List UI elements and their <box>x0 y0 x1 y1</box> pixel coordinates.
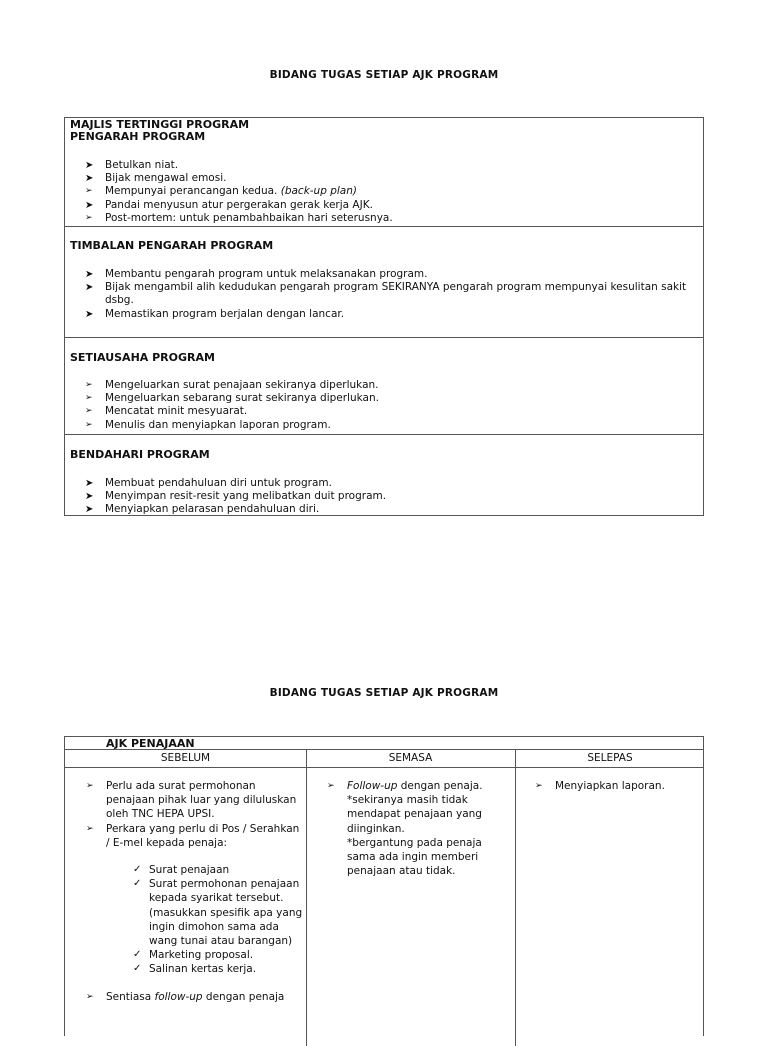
section-heading: SETIAUSAHA PROGRAM <box>70 351 215 364</box>
document-title: BIDANG TUGAS SETIAP AJK PROGRAM <box>269 687 499 699</box>
sebelum-list <box>86 779 304 850</box>
selepas-list <box>535 779 700 793</box>
header-semasa: SEMASA <box>388 752 433 764</box>
selepas-cell <box>535 779 700 793</box>
section-heading: PENGARAH PROGRAM <box>70 130 206 143</box>
list-item: ➢ Menyiapkan laporan. <box>535 780 665 792</box>
checklist <box>133 863 304 977</box>
sebelum-cell <box>86 779 304 1004</box>
list-item: ➢ Perlu ada surat permohonan penajaan pihak luar yang diluluskan oleh TNC HEPA UPSI. <box>86 780 297 821</box>
list-item: ➤ Menyiapkan pelarasan pendahuluan diri. <box>85 503 320 516</box>
arrow-bullet-icon: ➢ <box>86 823 94 834</box>
list-item: ➢ Menulis dan menyiapkan laporan program. <box>85 418 331 431</box>
semasa-cell <box>327 779 497 878</box>
arrow-bullet-icon: ➢ <box>85 406 93 417</box>
list-item: ➢ Follow-up dengan penaja. *sekiranya masih tidak mendapat penajaan yang diinginkan. *bergantung pada penaja sama ada ingin memberi penajaan atau tidak. <box>327 780 483 878</box>
header-selepas: SELEPAS <box>587 752 633 764</box>
list-item: ➢ Post-mortem: untuk penambahbaikan hari seterusnya. <box>85 211 393 224</box>
arrow-bullet-icon: ➢ <box>86 991 94 1002</box>
arrow-bullet-icon: ➤ <box>85 504 94 516</box>
ajk-penajaan-table <box>64 736 704 1036</box>
arrow-bullet-icon: ➤ <box>85 478 94 489</box>
list-item: ➤ Betulkan niat. <box>85 159 179 171</box>
check-item: ✓ Surat permohonan penajaan kepada syarikat tersebut. (masukkan spesifik apa yang ingin dimohon sama ada wang tunai atau barangan) <box>133 878 303 948</box>
arrow-bullet-icon: ➤ <box>85 173 94 185</box>
bendahari-section <box>65 434 703 517</box>
list-item: ➢ Perkara yang perlu di Pos / Serahkan / E-mel kepada penaja: <box>86 822 300 849</box>
arrow-bullet-icon: ➤ <box>85 282 94 294</box>
timbalan-section <box>65 226 703 338</box>
semasa-list <box>327 779 497 878</box>
arrow-bullet-icon: ➢ <box>85 393 93 404</box>
check-item: ✓ Surat penajaan <box>133 864 230 877</box>
check-icon: ✓ <box>133 949 142 961</box>
arrow-bullet-icon: ➢ <box>535 781 543 791</box>
list-item: ➤ Bijak mengambil alih kedudukan pengarah program SEKIRANYA pengarah program mempunyai kesulitan sakit dsbg. <box>85 281 687 307</box>
list-item: ➤ Membantu pengarah program untuk melaksanakan program. <box>85 268 428 280</box>
arrow-bullet-icon: ➢ <box>85 212 93 223</box>
check-item: ✓ Salinan kertas kerja. <box>133 963 257 976</box>
arrow-bullet-icon: ➤ <box>85 491 94 503</box>
list-item: ➤ Bijak mengawal emosi. <box>85 172 227 185</box>
header-sebelum: SEBELUM <box>160 752 211 764</box>
check-icon: ✓ <box>133 878 142 890</box>
pengarah-section <box>65 118 703 226</box>
arrow-bullet-icon: ➢ <box>85 419 93 430</box>
list-item: ➢ Mencatat minit mesyuarat. <box>85 405 248 418</box>
list-item: ➢ Mengeluarkan sebarang surat sekiranya diperlukan. <box>85 392 379 405</box>
table-header-row <box>65 749 703 768</box>
arrow-bullet-icon: ➢ <box>85 380 93 390</box>
arrow-bullet-icon: ➤ <box>85 160 94 171</box>
arrow-bullet-icon: ➢ <box>86 781 94 791</box>
list-item: ➢ Sentiasa follow-up dengan penaja <box>86 990 285 1003</box>
document-title: BIDANG TUGAS SETIAP AJK PROGRAM <box>269 69 499 81</box>
list-item: ➢ Mempunyai perancangan kedua. (back-up plan) <box>85 185 357 198</box>
section-heading: TIMBALAN PENGARAH PROGRAM <box>70 239 274 252</box>
column-divider <box>306 749 307 1046</box>
bendahari-list <box>85 477 693 517</box>
arrow-bullet-icon: ➤ <box>85 269 94 280</box>
list-item: ➤ Memastikan program berjalan dengan lancar. <box>85 307 345 320</box>
check-icon: ✓ <box>133 864 142 876</box>
arrow-bullet-icon: ➤ <box>85 308 94 320</box>
arrow-bullet-icon: ➤ <box>85 199 94 211</box>
check-icon: ✓ <box>133 963 142 975</box>
setiausaha-list <box>85 379 693 432</box>
list-item: ➤ Pandai menyusun atur pergerakan gerak kerja AJK. <box>85 198 373 211</box>
setiausaha-section <box>65 337 703 435</box>
table-caption: MAJLIS TERTINGGI PROGRAM <box>70 118 250 131</box>
majlis-tertinggi-table <box>64 117 704 516</box>
pengarah-list <box>85 159 693 225</box>
timbalan-list <box>85 268 693 321</box>
list-item: ➤ Menyimpan resit-resit yang melibatkan duit program. <box>85 490 387 503</box>
list-item: ➢ Mengeluarkan surat penajaan sekiranya diperlukan. <box>85 379 379 391</box>
section-heading: BENDAHARI PROGRAM <box>70 448 210 461</box>
table-caption: AJK PENAJAAN <box>106 737 195 750</box>
arrow-bullet-icon: ➢ <box>85 186 93 197</box>
list-item: ➤ Membuat pendahuluan diri untuk program. <box>85 477 332 489</box>
check-item: ✓ Marketing proposal. <box>133 949 254 962</box>
arrow-bullet-icon: ➢ <box>327 781 335 791</box>
column-divider <box>515 749 516 1046</box>
sebelum-list-cont <box>86 990 304 1004</box>
